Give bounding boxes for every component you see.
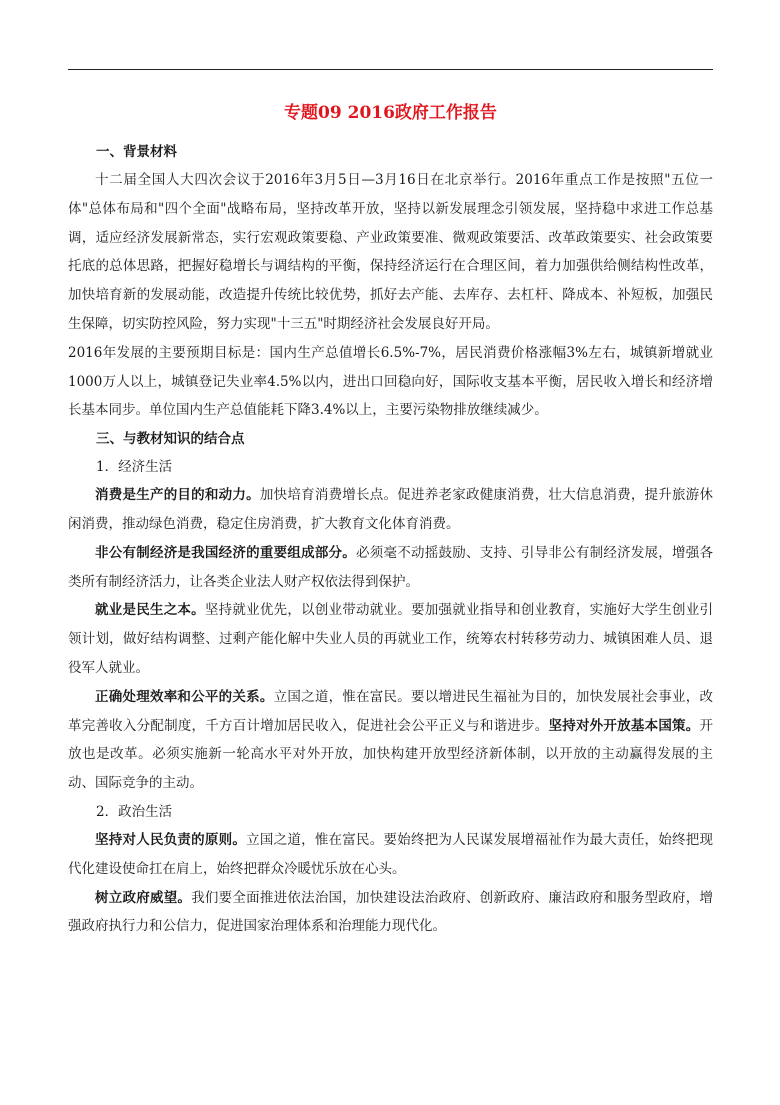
background-paragraph-1: 十二届全国人大四次会议于2016年3月5日—3月16日在北京举行。2016年重点工作是按照"五位一体"总体布局和"四个全面"战略布局，坚持改革开放，坚持以新发展理念引领发展，坚持稳中求进工作总基调，适应经济发展新常态，实行宏观政策要稳、产业政策要准、微观政策要活、改革政策要实、社会政策要托底的总体思路，把握好稳增长与调结构的平衡，保持经济运行在合理区间，着力加强供给侧结构性改革，加快培育新的发展动能，改造提升传统比较优势，抓好去产能、去库存、去杠杆、降成本、补短板，加强民生保障，切实防控风险，努力实现"十三五"时期经济社会发展良好开局。: [68, 172, 713, 332]
paragraph-text: 开放也是改革。必须实施新一轮高水平对外开放，加快构建开放型经济新体制，以开放的主动赢得发展的主动、国际竞争的主动。: [68, 717, 714, 792]
bold-lead: 就业是民生之本。: [95, 602, 205, 619]
paragraph-text: 立国之道，惟在富民。要始终把为人民谋发展增福祉作为最大责任，始终把现代化建设使命扛在肩上，始终把群众冷暖忧乐放在心头。: [68, 831, 713, 877]
subheading-economics: 1．经济生活: [96, 459, 173, 476]
paragraph-consumption: [68, 481, 713, 539]
paragraph-text: 立国之道，惟在富民。要以增进民生福祉为目的，加快发展社会事业，改革完善收入分配制度，千方百计增加居民收入，促进社会公平正义与和谐进步。: [68, 688, 714, 734]
paragraph-government: [68, 884, 713, 942]
paragraph-employment: [68, 596, 713, 682]
bold-lead: 坚持对人民负责的原则。: [95, 831, 247, 848]
bold-inline: 坚持对外开放基本国策。: [548, 717, 700, 734]
subheading-politics: 2．政治生活: [96, 803, 173, 820]
paragraph-private-economy: [68, 539, 713, 597]
header-rule: [68, 69, 713, 70]
paragraph-text: 加快培育消费增长点。促进养老家政健康消费，壮大信息消费，提升旅游休闲消费，推动绿色消费，稳定住房消费，扩大教育文化体育消费。: [68, 487, 714, 532]
bold-lead: 正确处理效率和公平的关系。: [95, 688, 274, 705]
document-title: 专题09 2016政府工作报告: [284, 103, 497, 123]
bold-lead: 非公有制经济是我国经济的重要组成部分。: [95, 544, 357, 561]
paragraph-efficiency-fairness: [68, 683, 713, 798]
paragraph-text: 必须毫不动摇鼓励、支持、引导非公有制经济发展，增强各类所有制经济活力，让各类企业法人财产权依法得到保护。: [68, 544, 714, 590]
document-body: [68, 100, 713, 941]
paragraph-text: 坚持就业优先，以创业带动就业。要加强就业指导和创业教育，实施好大学生创业引领计划，做好结构调整、过剩产能化解中失业人员的再就业工作，统筹农村转移劳动力、城镇困难人员、退役军人就业。: [68, 602, 714, 676]
background-paragraph-2: 2016年发展的主要预期目标是：国内生产总值增长6.5%-7%，居民消费价格涨幅3%左右，城镇新增就业1000万人以上，城镇登记失业率4.5%以内，进出口回稳向好，国际收支基本平衡，居民收入增长和经济增长基本同步。单位国内生产总值能耗下降3.4%以上，主要污染物排放继续减少。: [68, 344, 713, 419]
bold-lead: 消费是生产的目的和动力。: [95, 487, 260, 504]
bold-lead: 树立政府威望。: [95, 889, 192, 906]
paragraph-text: 我们要全面推进依法治国，加快建设法治政府、创新政府、廉洁政府和服务型政府，增强政府执行力和公信力，促进国家治理体系和治理能力现代化。: [68, 889, 714, 935]
section-heading-textbook: 三、与教材知识的结合点: [96, 431, 245, 448]
section-heading-background: 一、背景材料: [96, 144, 177, 160]
paragraph-people: [68, 826, 713, 884]
